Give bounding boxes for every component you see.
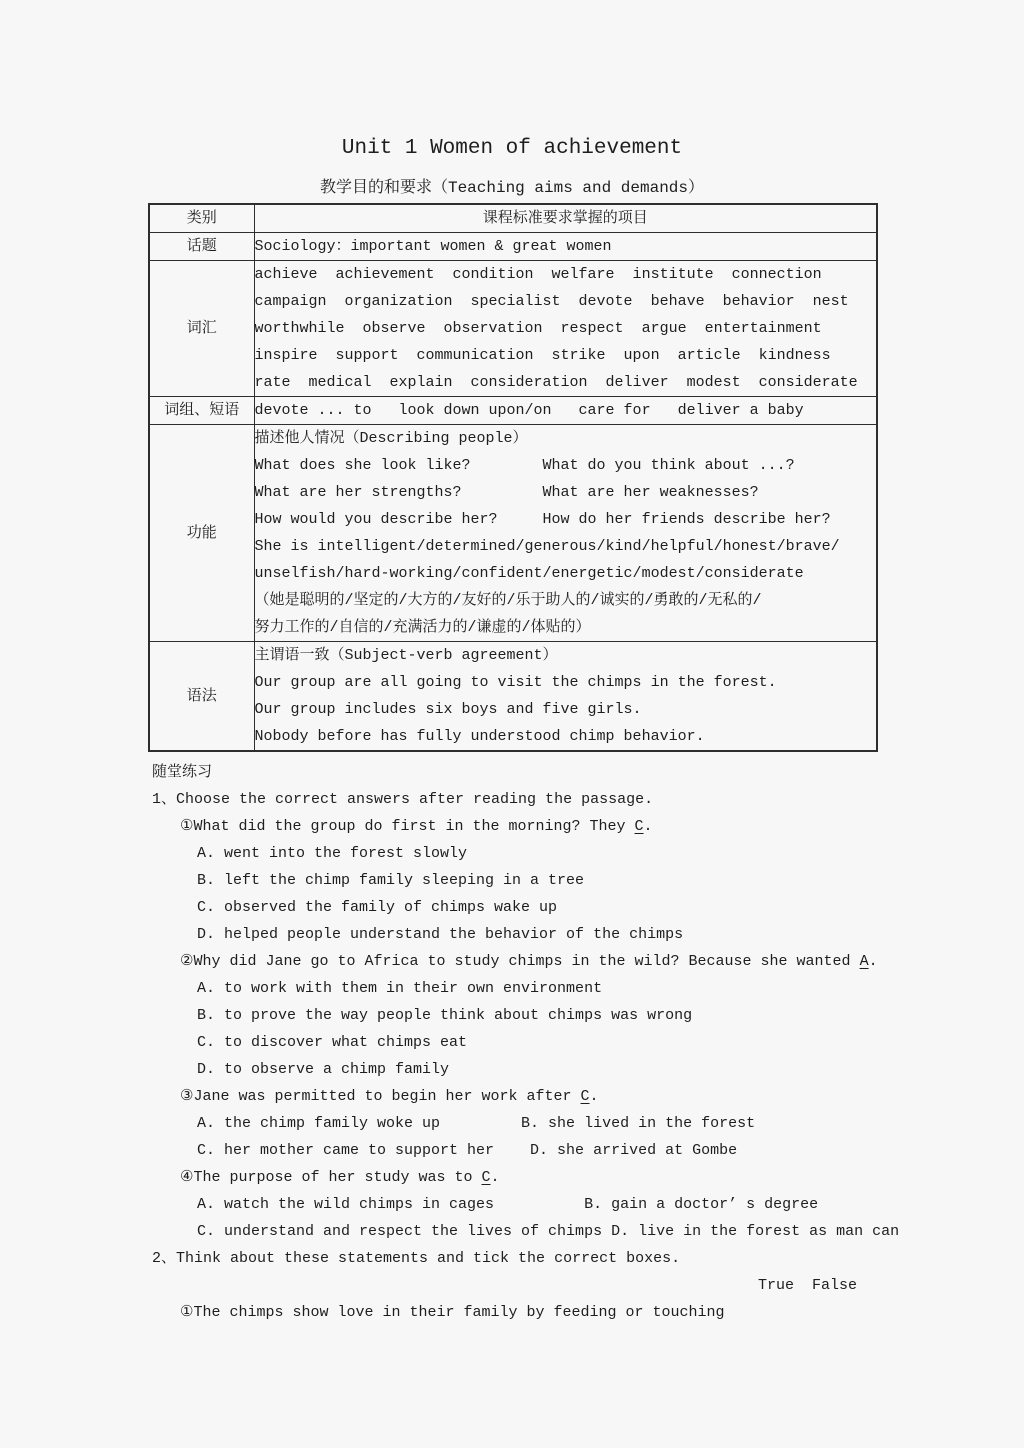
table-row-grammar bbox=[149, 642, 877, 752]
table-row-phrases bbox=[149, 397, 877, 425]
option-line: A. the chimp family woke up B. she lived in the forest bbox=[197, 1115, 756, 1132]
stem-suffix: . bbox=[643, 818, 653, 835]
grammar-line: Our group includes six boys and five girls. bbox=[254, 701, 642, 718]
vocab-line: worthwhile observe observation respect argue entertainment bbox=[254, 320, 822, 337]
phrases-text: devote ... to look down upon/on care for deliver a baby bbox=[254, 402, 804, 419]
page-title: Unit 1 Women of achievement bbox=[341, 137, 683, 160]
vocab-line: achieve achievement condition welfare institute connection bbox=[254, 266, 822, 283]
functions-line: What does she look like? What do you think about ...? bbox=[254, 457, 795, 474]
answer-blank: A bbox=[859, 953, 869, 970]
functions-line: She is intelligent/determined/generous/kind/helpful/honest/brave/ bbox=[254, 538, 840, 555]
grammar-line: Our group are all going to visit the chimps in the forest. bbox=[254, 674, 777, 691]
answer-blank: C bbox=[481, 1169, 491, 1186]
question2-title: 2、Think about these statements and tick the correct boxes. bbox=[152, 1250, 681, 1267]
option-line: A. went into the forest slowly bbox=[197, 845, 468, 862]
phrases-label: 词组、短语 bbox=[164, 402, 240, 419]
teaching-aims-table bbox=[148, 203, 878, 752]
header-category-cell bbox=[149, 204, 254, 233]
vocab-content-cell bbox=[254, 261, 877, 397]
grammar-line: Nobody before has fully understood chimp behavior. bbox=[254, 728, 705, 745]
exercise-heading: 随堂练习 bbox=[152, 764, 213, 781]
q1-item2-stem bbox=[152, 948, 1024, 975]
grammar-label-cell bbox=[149, 642, 254, 752]
topic-label: 话题 bbox=[186, 238, 217, 255]
exercise-section bbox=[152, 759, 1024, 1326]
answer-blank: C bbox=[634, 818, 644, 835]
functions-line: 努力工作的/自信的/充满活力的/谦虚的/体贴的） bbox=[254, 619, 591, 636]
stem-suffix: . bbox=[490, 1169, 500, 1186]
vocab-line: rate medical explain consideration deliver modest considerate bbox=[254, 374, 858, 391]
table-row-topic bbox=[149, 233, 877, 261]
option-line: A. to work with them in their own environment bbox=[197, 980, 603, 997]
topic-text: Sociology：important women & great women bbox=[254, 238, 612, 255]
vocab-label: 词汇 bbox=[186, 320, 217, 337]
page-subtitle: 教学目的和要求（Teaching aims and demands） bbox=[319, 179, 705, 197]
functions-label: 功能 bbox=[186, 524, 217, 542]
phrases-label-cell bbox=[149, 397, 254, 425]
topic-label-cell bbox=[149, 233, 254, 261]
table-row-vocab bbox=[149, 261, 877, 397]
stem-text: ④The purpose of her study was to bbox=[180, 1169, 482, 1186]
stem-text: ③Jane was permitted to begin her work after bbox=[180, 1088, 581, 1105]
vocab-line: campaign organization specialist devote behave behavior nest bbox=[254, 293, 849, 310]
q2-statement: ①The chimps show love in their family by feeding or touching bbox=[180, 1304, 725, 1321]
functions-content-cell bbox=[254, 425, 877, 642]
grammar-line: 主谓语一致（Subject-verb agreement） bbox=[254, 647, 558, 664]
q1-item3-stem bbox=[152, 1083, 1024, 1110]
vocab-label-cell bbox=[149, 261, 254, 397]
option-line: D. to observe a chimp family bbox=[197, 1061, 450, 1078]
functions-line: （她是聪明的/坚定的/大方的/友好的/乐于助人的/诚实的/勇敢的/无私的/ bbox=[254, 592, 762, 609]
true-false-header: True False bbox=[758, 1277, 858, 1294]
option-line: C. understand and respect the lives of chimps D. live in the forest as man can bbox=[197, 1223, 900, 1240]
topic-content-cell bbox=[254, 233, 877, 261]
table-row-functions bbox=[149, 425, 877, 642]
option-line: C. observed the family of chimps wake up bbox=[197, 899, 558, 916]
stem-text: ①What did the group do first in the morning? They bbox=[180, 818, 635, 835]
functions-line: unselfish/hard-working/confident/energetic/modest/considerate bbox=[254, 565, 804, 582]
grammar-label: 语法 bbox=[186, 687, 217, 705]
header-category-label: 类别 bbox=[186, 210, 217, 227]
functions-line: How would you describe her? How do her friends describe her? bbox=[254, 511, 831, 528]
q1-item1-stem bbox=[152, 813, 1024, 840]
q1-item4-stem bbox=[152, 1164, 1024, 1191]
vocab-line: inspire support communication strike upon article kindness bbox=[254, 347, 831, 364]
header-items-label: 课程标准要求掌握的项目 bbox=[482, 210, 648, 227]
phrases-content-cell bbox=[254, 397, 877, 425]
option-line: C. her mother came to support her D. she arrived at Gombe bbox=[197, 1142, 738, 1159]
functions-line: What are her strengths? What are her weaknesses? bbox=[254, 484, 759, 501]
option-line: B. to prove the way people think about chimps was wrong bbox=[197, 1007, 693, 1024]
stem-text: ②Why did Jane go to Africa to study chimps in the wild? Because she wanted bbox=[180, 953, 860, 970]
functions-label-cell bbox=[149, 425, 254, 642]
stem-suffix: . bbox=[589, 1088, 599, 1105]
grammar-content-cell bbox=[254, 642, 877, 752]
functions-line: 描述他人情况（Describing people） bbox=[254, 430, 528, 447]
option-line: C. to discover what chimps eat bbox=[197, 1034, 468, 1051]
option-line: B. left the chimp family sleeping in a tree bbox=[197, 872, 585, 889]
header-items-cell bbox=[254, 204, 877, 233]
stem-suffix: . bbox=[868, 953, 878, 970]
option-line: D. helped people understand the behavior of the chimps bbox=[197, 926, 684, 943]
option-line: A. watch the wild chimps in cages B. gain a doctor’ s degree bbox=[197, 1196, 819, 1213]
answer-blank: C bbox=[580, 1088, 590, 1105]
question1-title: 1、Choose the correct answers after reading the passage. bbox=[152, 791, 654, 808]
table-header-row bbox=[149, 204, 877, 233]
